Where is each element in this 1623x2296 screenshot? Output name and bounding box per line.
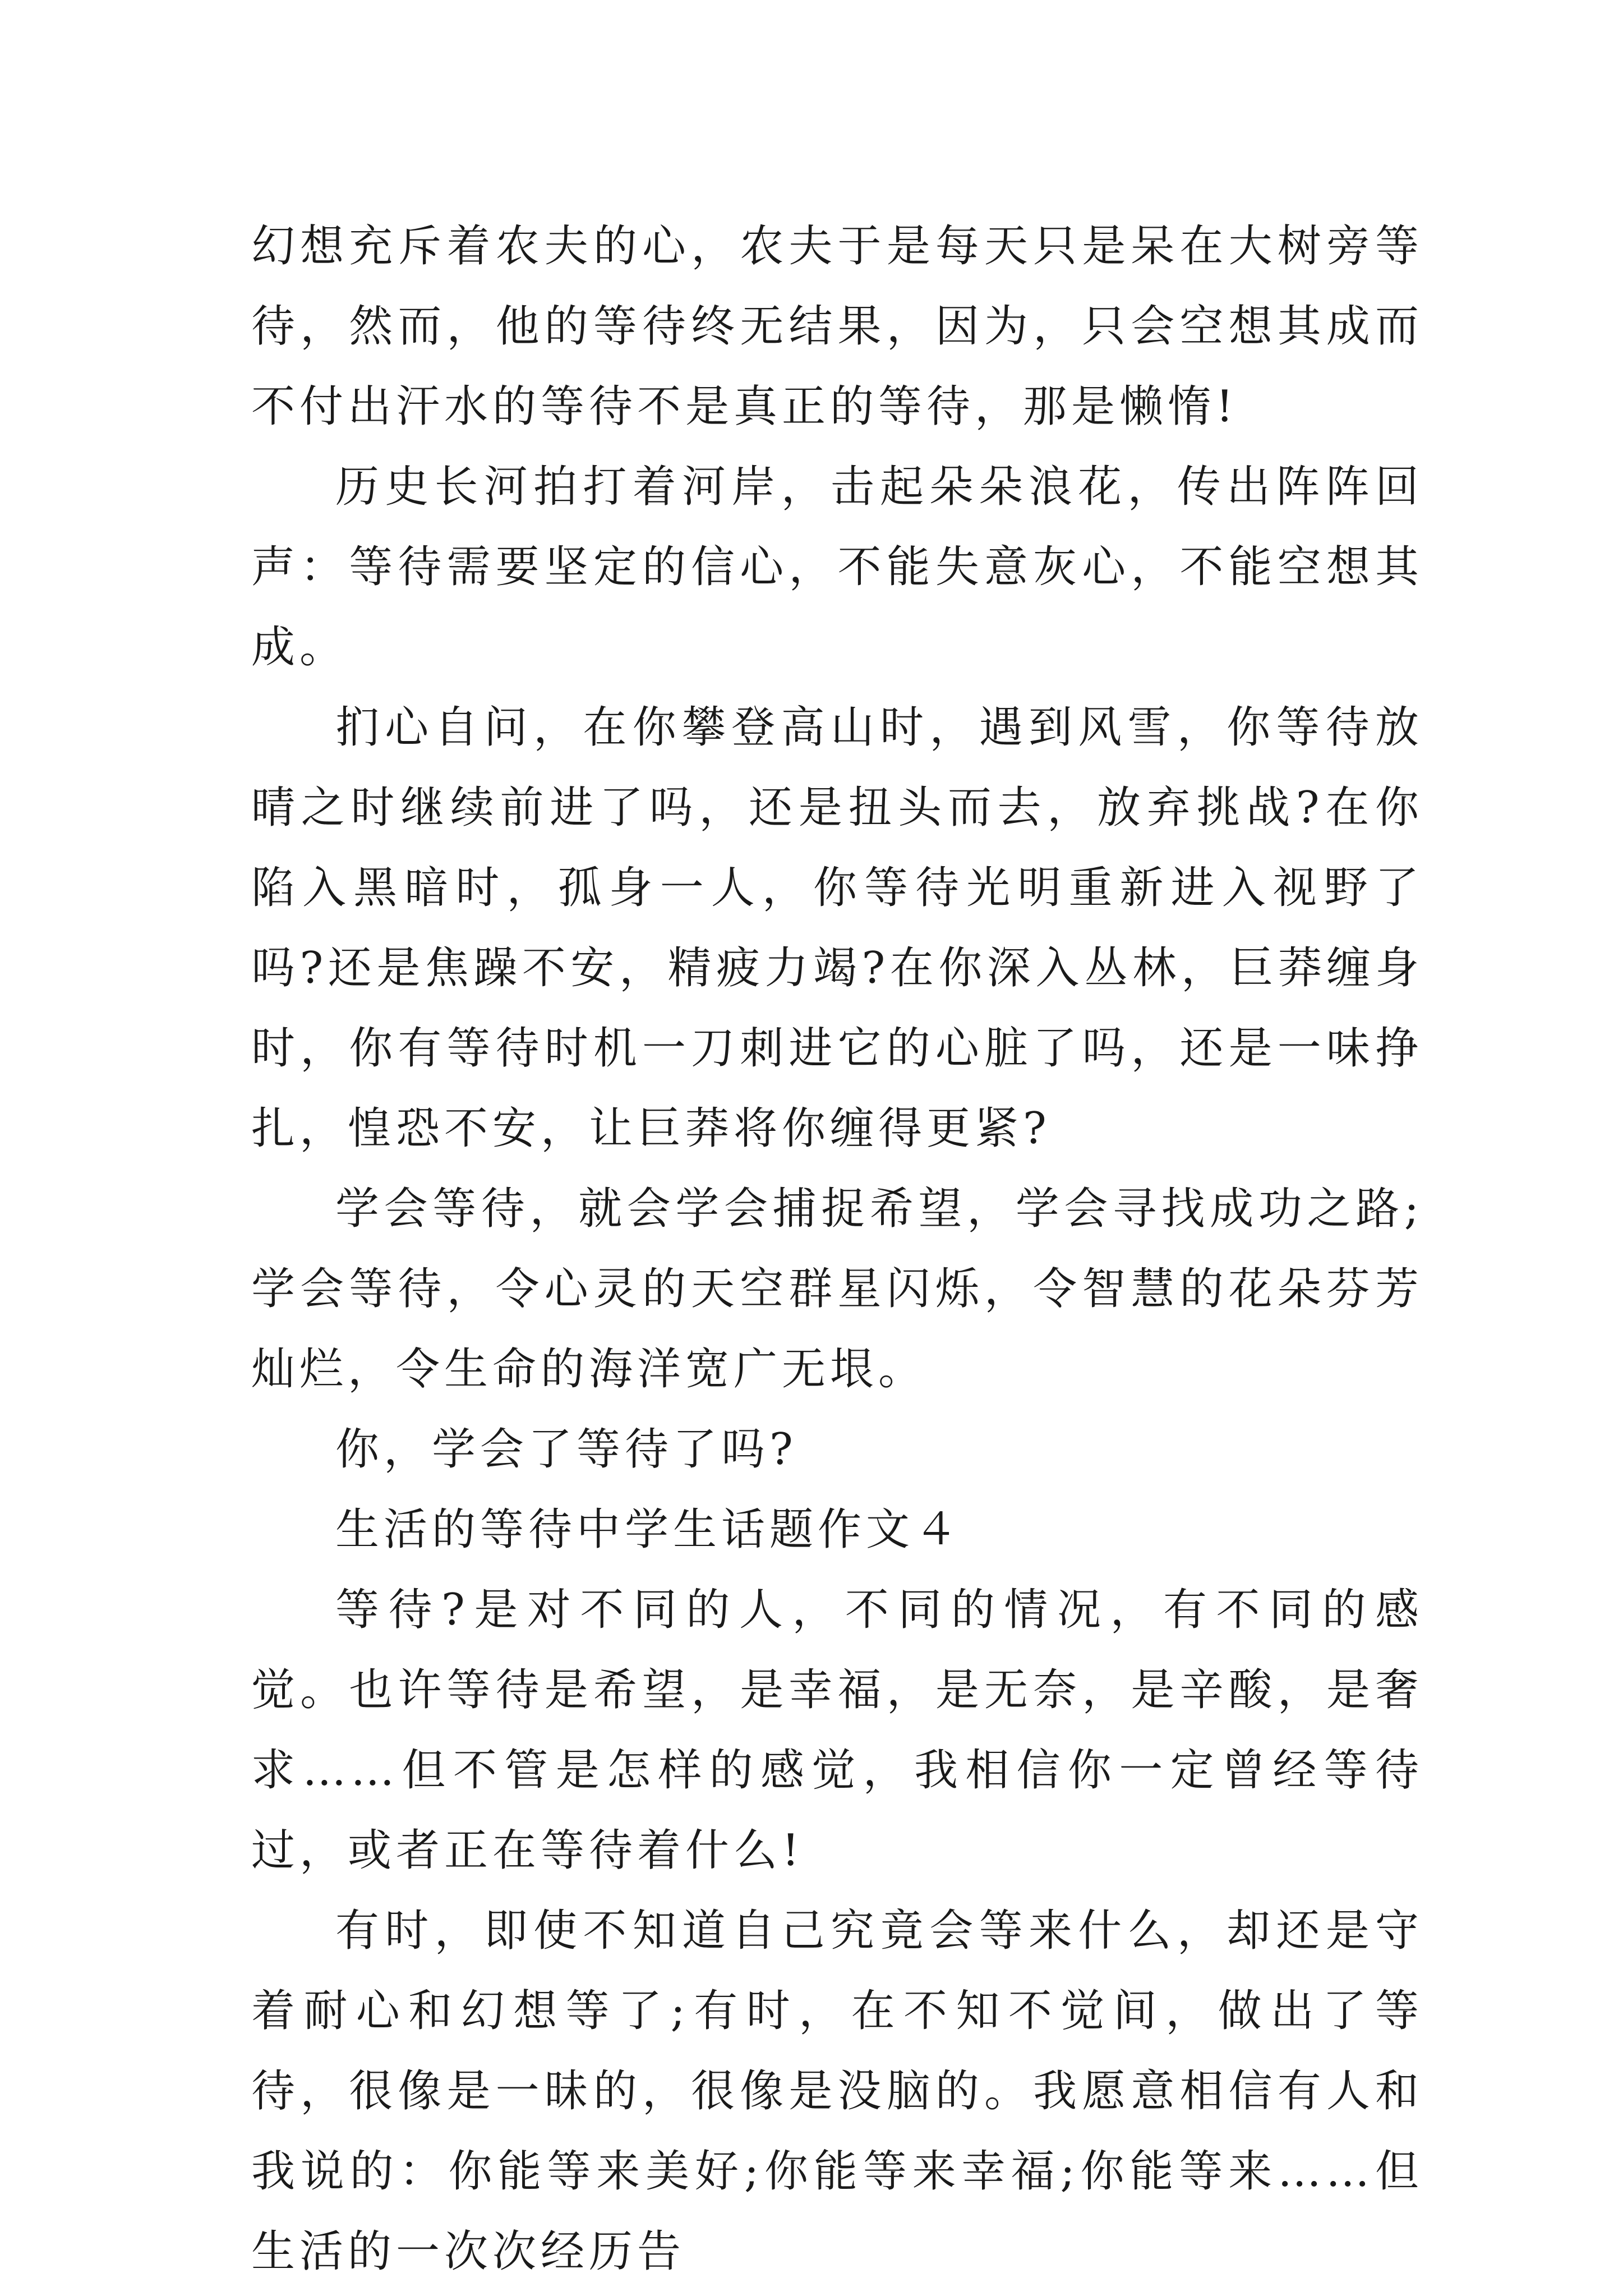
document-body: [251, 206, 1423, 2292]
paragraph-sometimes: 有时，即使不知道自己究竟会等来什么，却还是守着耐心和幻想等了;有时，在不知不觉间，做出了等待，很像是一昧的，很像是没脑的。我愿意相信有人和我说的：你能等来美好;你能等来幸福;你能等来……但生活的一次次经历告: [251, 1906, 1423, 2277]
paragraph-waiting-feelings: 等待?是对不同的人，不同的情况，有不同的感觉。也许等待是希望，是幸福，是无奈，是辛酸，是奢求……但不管是怎样的感觉，我相信你一定曾经等待过，或者正在等待着什么!: [251, 1585, 1423, 1876]
paragraph-learn-to-wait: 学会等待，就会学会捕捉希望，学会寻找成功之路;学会等待，令心灵的天空群星闪烁，令智慧的花朵芬芳灿烂，令生命的海洋宽广无垠。: [251, 1184, 1423, 1395]
paragraph-self-question: 扪心自问，在你攀登高山时，遇到风雪，你等待放晴之时继续前进了吗，还是扭头而去，放弃挑战?在你陷入黑暗时，孤身一人，你等待光明重新进入视野了吗?还是焦躁不安，精疲力竭?在你深入丛林，巨莽缠身时，你有等待时机一刀刺进它的心脏了吗，还是一味挣扎，惶恐不安，让巨莽将你缠得更紧?: [251, 702, 1423, 1154]
paragraph-continuation: 幻想充斥着农夫的心，农夫于是每天只是呆在大树旁等待，然而，他的等待终无结果，因为，只会空想其成而不付出汗水的等待不是真正的等待，那是懒惰!: [251, 221, 1423, 432]
paragraph-history-river: 历史长河拍打着河岸，击起朵朵浪花，传出阵阵回声：等待需要坚定的信心，不能失意灰心，不能空想其成。: [251, 462, 1423, 673]
section-heading: 生活的等待中学生话题作文４: [335, 1504, 963, 1555]
paragraph-question: 你，学会了等待了吗?: [335, 1424, 797, 1475]
